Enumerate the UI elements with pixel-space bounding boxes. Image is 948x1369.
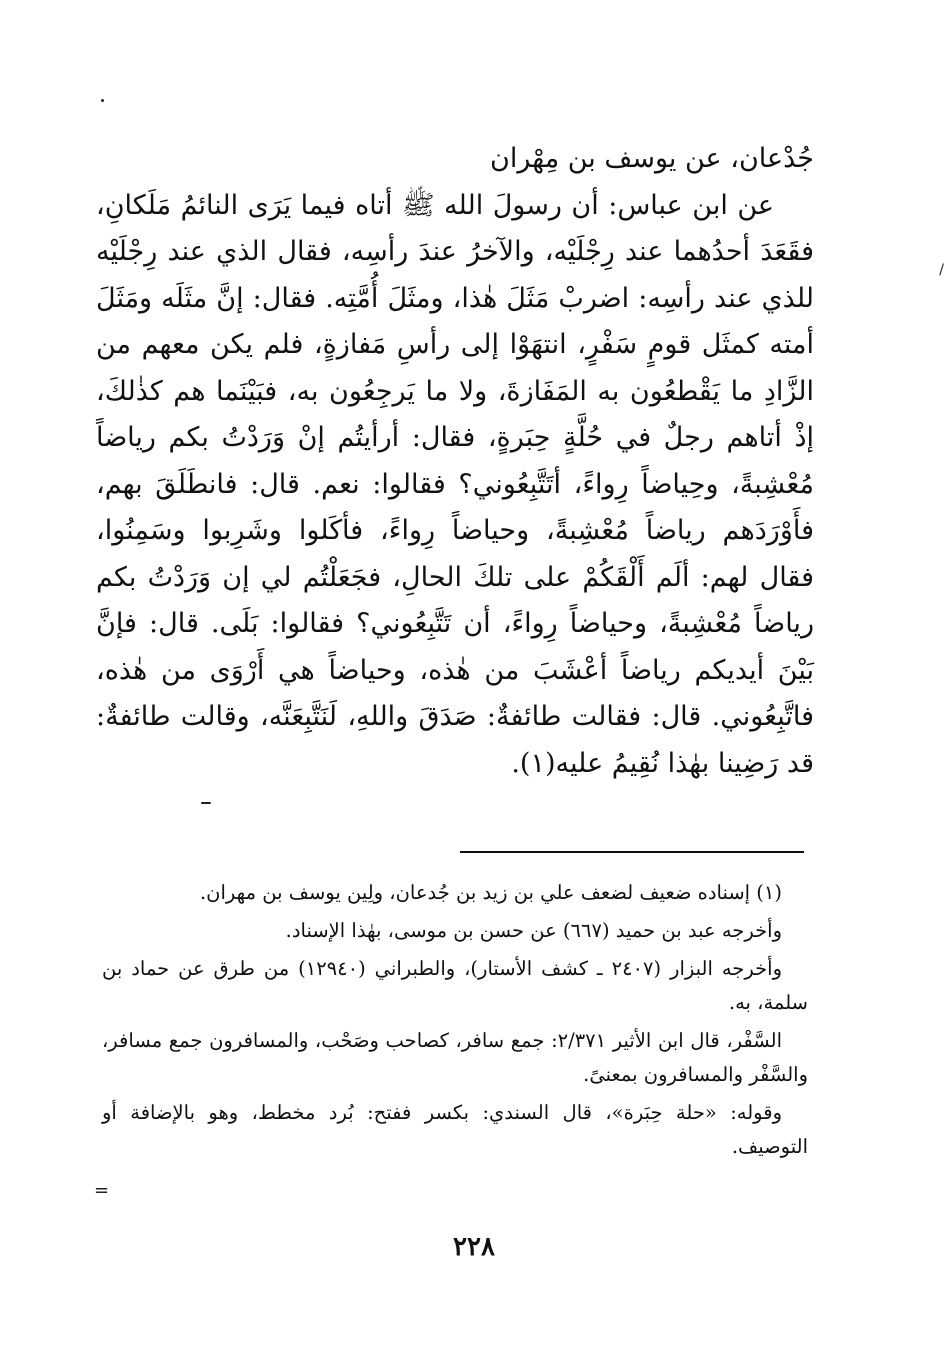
dust-speck [101,99,104,102]
footnote-separator [460,851,804,853]
page-number: ٢٢٨ [453,1232,495,1262]
footnote-5: وقوله: «حلة حِبَرة»، قال السندي: بكسر ففتح: بُرد مخطط، وهو بالإضافة أو التوصيف. [102,1101,808,1158]
hadith-paragraph: عن ابن عباس: أن رسولَ الله ﷺ أتاه فيما يَرَى النائمُ مَلَكانِ، فقَعَدَ أحدُهما عند رِجْلَيْه، والآخرُ عندَ رأسِه، فقال الذي عند رِجْلَيْه للذي عند رأسِه: اضربْ مَثَلَ هٰذا، ومثَلَ أُمَّتِه. فقال: إنَّ مثَلَه ومَثَلَ أمته كمثَل قومٍ سَفْرٍ، انتهَوْا إلى رأسِ مَفازةٍ، فلم يكن معهم من الزَّادِ ما يَقْطعُون به المَفَازةَ، ولا ما يَرجِعُون به، فبَيْنَما هم كذٰلكَ، إذْ أتاهم رجلٌ في حُلَّةٍ حِبَرةٍ، فقال: أرأيتُم إنْ وَرَدْتُ بكم رياضاً مُعْشِبةً، وحِياضاً رِواءً، أتَتَّبِعُوني؟ فقالوا: نعم. قال: فانطَلَقَ بهم، فأَوْرَدَهم رياضاً مُعْشِبةً، وحياضاً رِواءً، فأكَلوا وشَرِبوا وسَمِنُوا، فقال لهم: ألَم أَلْقَكُمْ على تلكَ الحالِ، فجَعَلْتُم لي إن وَرَدْتُ بكم رياضاً مُعْشِبةً، وحياضاً رِواءً، أن تَتَّبِعُوني؟ فقالوا: بَلَى. قال: فإنَّ بَيْنَ أيديكم رياضاً أعْشَبَ من هٰذه، وحياضاً هي أَرْوَى من هٰذه، فاتَّبِعُوني. قال: فقالت طائفةٌ: صَدَقَ واللهِ، لَنَتَّبِعَنَّه، وقالت طائفةٌ: قد رَضِينا بهٰذا نُقِيمُ عليه(١). [96,189,814,779]
footnote-3: وأخرجه البزار (٢٤٠٧ ـ كشف الأستار)، والطبراني (١٢٩٤٠) من طرق عن حماد بن سلمة، به. [102,957,808,1014]
dust-speck [201,802,211,804]
main-text [96,136,814,787]
footnote-2: وأخرجه عبد بن حميد (٦٦٧) عن حسن بن موسى، بهٰذا الإسناد. [285,919,782,942]
footnote-4: السَّفْر، قال ابن الأثير ٢/٣٧١: جمع سافر، كصاحب وصَحْب، والمسافرون جمع مسافر، والسَّفْر والمسافرون بمعنىً. [102,1029,808,1086]
edge-mark: / [939,262,944,278]
footnotes [102,876,808,1168]
footnote-1: (١) إسناده ضعيف لضعف علي بن زيد بن جُدعان، ولِين يوسف بن مهران. [199,881,782,904]
header-line: جُدْعان، عن يوسف بن مِهْران [490,143,814,174]
continuation-mark: = [94,1180,110,1201]
